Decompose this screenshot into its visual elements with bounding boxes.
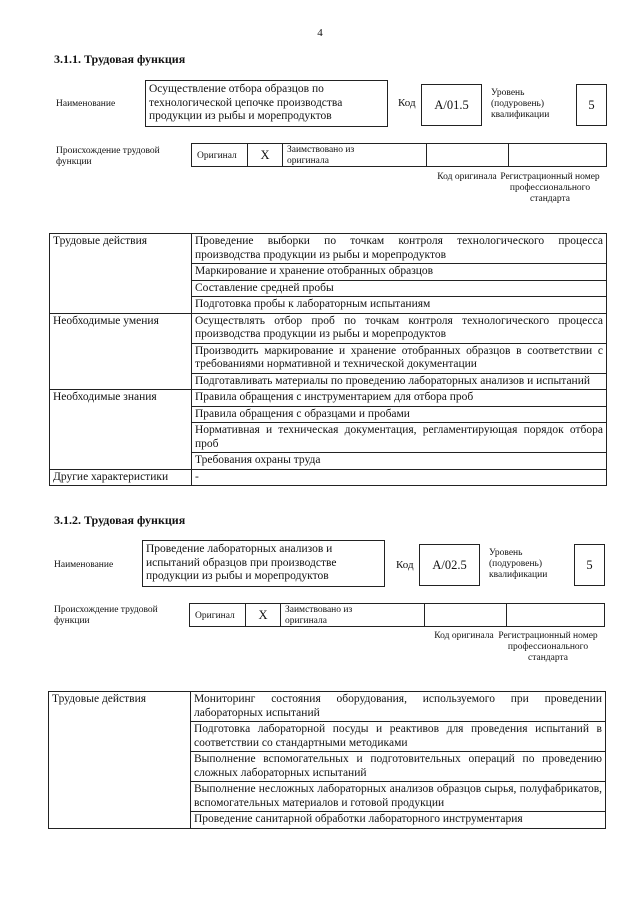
table-row <box>50 469 607 486</box>
table-cell: Подготовка пробы к лабораторным испытаниям <box>192 297 607 314</box>
table-cell: - <box>192 469 607 486</box>
table-row <box>50 234 607 264</box>
borrowed-label-cell <box>283 144 427 166</box>
function-name-box: Проведение лабораторных анализов и испытаний образцов при производстве продукции из рыбы и морепродуктов <box>142 540 385 587</box>
origin-label: Происхождение трудовой функции <box>56 146 160 167</box>
reg-number-cell <box>507 604 604 626</box>
reg-number-caption: Регистрационный номер профессионального стандарта <box>498 631 598 663</box>
row-label: Необходимые знания <box>50 390 192 470</box>
code-original-caption: Код оригинала <box>434 631 494 641</box>
level-box: 5 <box>576 84 607 126</box>
table-cell: Выполнение вспомогательных и подготовительных операций по проведению сложных лабораторных испытаний <box>191 752 606 782</box>
level-box: 5 <box>574 544 605 586</box>
table-row <box>50 313 607 343</box>
table-cell: Выполнение несложных лабораторных анализов образцов сырья, полуфабрикатов, вспомогательных материалов и готовой продукции <box>191 782 606 812</box>
function-details-table <box>48 691 606 829</box>
reg-number-cell <box>509 144 606 166</box>
table-cell: Подготовка лабораторной посуды и реактивов для проведения испытаний в соответствии со стандартными методиками <box>191 722 606 752</box>
table-row <box>49 692 606 722</box>
table-cell: Нормативная и техническая документация, регламентирующая порядок отбора проб <box>192 423 607 453</box>
table-cell: Правила обращения с образцами и пробами <box>192 406 607 423</box>
section-title: 3.1.1. Трудовая функция <box>54 52 186 66</box>
row-label: Другие характеристики <box>50 469 192 486</box>
original-label-cell <box>192 144 248 166</box>
table-cell: Маркирование и хранение отобранных образцов <box>192 264 607 281</box>
origin-table <box>191 143 607 167</box>
row-label: Трудовые действия <box>50 234 192 314</box>
table-cell: Требования охраны труда <box>192 453 607 470</box>
original-mark-cell <box>248 144 283 166</box>
table-cell: Проведение санитарной обработки лабораторного инструментария <box>191 812 606 829</box>
table-cell: Мониторинг состояния оборудования, используемого при проведении лабораторных испытаний <box>191 692 606 722</box>
reg-number-caption: Регистрационный номер профессионального стандарта <box>500 172 600 204</box>
borrowed-label: Заимствовано из оригинала <box>285 605 353 626</box>
borrowed-label-cell <box>281 604 425 626</box>
table-cell: Осуществлять отбор проб по точкам контроля технологического процесса производства продукции из рыбы и морепродуктов <box>192 313 607 343</box>
original-code-cell <box>425 604 507 626</box>
table-cell: Производить маркирование и хранение отобранных образцов в соответствии с требованиями нормативной и технической документации <box>192 343 607 373</box>
row-label: Трудовые действия <box>49 692 191 829</box>
borrowed-label: Заимствовано из оригинала <box>287 145 355 166</box>
table-cell: Правила обращения с инструментарием для отбора проб <box>192 390 607 407</box>
table-cell: Подготавливать материалы по проведению лабораторных анализов и испытаний <box>192 373 607 390</box>
original-mark: X <box>260 148 270 162</box>
row-label: Необходимые умения <box>50 313 192 390</box>
code-label: Код <box>398 97 416 109</box>
table-cell: Проведение выборки по точкам контроля технологического процесса производства продукции из рыбы и морепродуктов <box>192 234 607 264</box>
original-code-cell <box>427 144 509 166</box>
origin-table <box>189 603 605 627</box>
table-cell: Составление средней пробы <box>192 280 607 297</box>
original-label: Оригинал <box>195 611 235 621</box>
level-label: Уровень (подуровень) квалификации <box>489 548 548 580</box>
code-label: Код <box>396 559 414 571</box>
function-code-box: A/02.5 <box>419 544 480 586</box>
section-title: 3.1.2. Трудовая функция <box>54 513 186 527</box>
name-label: Наименование <box>54 560 114 570</box>
origin-label: Происхождение трудовой функции <box>54 605 158 626</box>
original-label-cell <box>190 604 246 626</box>
table-row <box>50 390 607 407</box>
name-label: Наименование <box>56 99 116 109</box>
original-mark: X <box>258 608 268 622</box>
function-details-table <box>49 233 607 486</box>
original-label: Оригинал <box>197 151 237 161</box>
function-code-box: A/01.5 <box>421 84 482 126</box>
page-number: 4 <box>317 27 323 39</box>
original-mark-cell <box>246 604 281 626</box>
code-original-caption: Код оригинала <box>437 172 497 182</box>
function-name-box: Осуществление отбора образцов по технологической цепочке производства продукции из рыбы и морепродуктов <box>145 80 388 127</box>
level-label: Уровень (подуровень) квалификации <box>491 88 550 120</box>
